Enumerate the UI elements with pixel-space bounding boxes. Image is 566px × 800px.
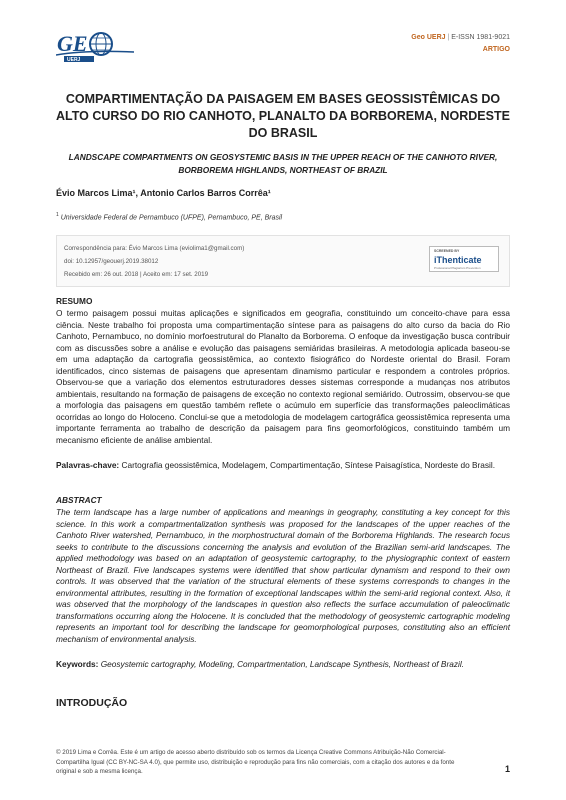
author-affiliation	[56, 212, 282, 221]
journal-name[interactable]: Geo UERJ	[411, 34, 446, 41]
journal-id-line	[411, 32, 510, 44]
palavras-chave-label: Palavras-chave:	[56, 460, 120, 470]
palavras-chave	[56, 460, 510, 472]
svg-text:GE: GE	[57, 31, 88, 56]
palavras-chave-text: Cartografia geossistêmica, Modelagem, Compartimentação, Síntese Paisagística, Nordeste do Brasil.	[119, 460, 496, 470]
correspondence-contact[interactable]: Correspondência para: Évio Marcos Lima (eviolima1@gmail.com)	[64, 245, 245, 252]
journal-logo	[56, 30, 144, 64]
paper-title: COMPARTIMENTAÇÃO DA PAISAGEM EM BASES GEOSSISTÊMICAS DO ALTO CURSO DO RIO CANHOTO, PLANALTO DA BORBOREMA, NORDESTE DO BRASIL	[56, 92, 510, 140]
abstract-text: The term landscape has a large number of applications and meanings in geography, constituting a key concept for this science. In this work a compartmentalization synthesis was proposed for the landscapes of the upper reaches of the Canhoto River watershed, Pernambuco, in the morphostructural domain of the Borborema Highlands. The research focus seeks to contribute to the discussions concerning the analysis and evolution of the Brazilian semi-arid landscapes. The applied methodology was based on an adaptation of geosystemic cartography, to the physiographic context of eastern Northeast of Brazil. Five landscapes systems were identified that show particular dynamism and respond to their own controls. It was observed that the variation of the structural elements of these systems corresponds to changes in the environmental attributes, resulting in the formation of exceptional landscapes within the semi-arid regional context. Also, it was observed that the morphology of the landscapes in question also reflects the surface accumulation of paleoclimatic transformations occurring along the Holocene. It is concluded that the methodology of geosystemic cartographic modeling represents an important tool for describing the landscape for geomorphological purposes, constituting also an efficient mechanism of environmental analysis.	[56, 507, 510, 644]
keywords-label: Keywords:	[56, 659, 99, 669]
ithenticate-logo-text: iThenticate	[434, 255, 482, 265]
ithenticate-badge[interactable]	[429, 246, 499, 272]
journal-header	[411, 32, 510, 56]
ithenticate-badge-top: SCREENED BY	[434, 249, 460, 253]
keywords	[56, 659, 510, 671]
paper-subtitle-english: LANDSCAPE COMPARTMENTS ON GEOSYSTEMIC BASIS IN THE UPPER REACH OF THE CANHOTO RIVER, BORBOREMA HIGHLANDS, NORTHEAST OF BRAZIL	[68, 152, 498, 175]
header-separator: |	[445, 34, 452, 41]
resumo-text: O termo paisagem possui muitas aplicações e significados em geografia, constituindo um conceito-chave para essa ciência. Neste trabalho foi proposta uma compartimentação síntese para as paisagens do alto curso da bacia do Rio Canhoto, Pernambuco, no domínio morfoestrutural do Planalto da Borborema. O enfoque da investigação busca contribuir com as discussões sobre a análise e evolução das paisagens semiáridas brasileiras. A metodologia aplicada baseou-se em uma adaptação da cartografia geossistêmica, ao contexto fisiográfico do Nordeste oriental do Brasil. Foram identificados, cinco sistemas de paisagens que apresentam dinamismo particular e respondem a controles próprios. Observou-se que a variação dos elementos estruturadores desses sistemas corresponde a mudanças nos atributos ambientais, resultando na formação de paisagens de exceção no contexto regional semiárido. Outrossim, observou-se que a morfologia das paisagens em questão também reflete o acúmulo em superfície das transformações paleoclimáticas ocorridas ao longo do Holoceno. Conclui-se que a metodologia de modelagem cartográfica geossistêmica representa uma importante ferramenta ao trabalho de descrição da paisagem para fins geomorfológicos, constituindo também um mecanismo eficiente de análise ambiental.	[56, 308, 510, 445]
received-accepted-dates: Recebido em: 26 out. 2018 | Aceito em: 17 set. 2019	[64, 271, 209, 278]
author-list: Évio Marcos Lima¹, Antonio Carlos Barros Corrêa¹	[56, 188, 271, 198]
affiliation-text: Universidade Federal de Pernambuco (UFPE), Pernambuco, PE, Brasil	[60, 214, 283, 222]
abstract-heading: ABSTRACT	[56, 495, 102, 505]
ithenticate-tagline: Professional Plagiarism Prevention	[434, 266, 481, 270]
geo-uerj-logo-graphic	[56, 30, 144, 64]
page-number: 1	[504, 764, 510, 774]
journal-issn: E-ISSN 1981-9021	[451, 34, 510, 41]
article-type: ARTIGO	[482, 46, 510, 53]
svg-text:UERJ: UERJ	[67, 57, 81, 63]
doi-link[interactable]: doi: 10.12957/geouerj.2019.38012	[64, 258, 159, 265]
correspondence-box	[56, 235, 510, 287]
affiliation-marker: 1	[56, 212, 59, 218]
resumo-heading: RESUMO	[56, 296, 93, 306]
keywords-text: Geosystemic cartography, Modeling, Compartmentation, Landscape Synthesis, Northeast of Brazil.	[98, 659, 464, 669]
license-footer: © 2019 Lima e Corrêa. Este é um artigo de acesso aberto distribuído sob os termos da Licença Creative Commons Atribuição-Não Comercial-Compartilha Igual (CC BY-NC-SA 4.0), que permite uso, distribuição e reprodução para fins não comerciais, com a citação dos autores e da fonte original e sob a mesma licença.	[56, 749, 455, 775]
introducao-heading: INTRODUÇÃO	[56, 697, 128, 709]
correspondence-details	[64, 242, 244, 281]
